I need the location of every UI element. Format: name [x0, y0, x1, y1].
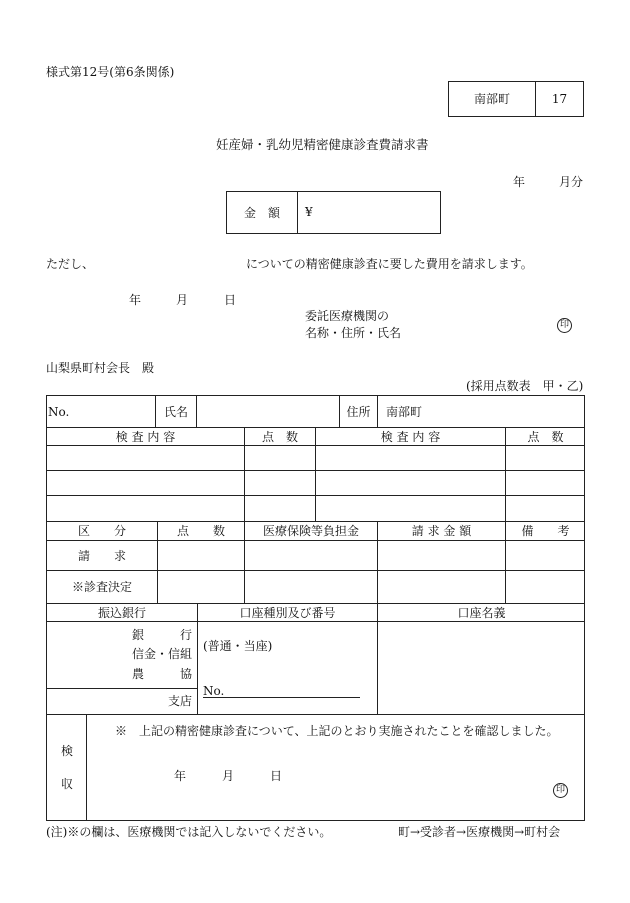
billing-header-points: 点 数: [176, 524, 225, 538]
amount-box: [226, 191, 441, 234]
inspection-month: 月: [222, 769, 235, 783]
account-type: (普通・当座): [203, 639, 273, 653]
period-year: 年: [513, 175, 526, 189]
billing-header-insurance: 医療保険等負担金: [262, 524, 359, 538]
point-table: (採用点数表 甲・乙): [466, 379, 584, 393]
date-month: 月: [176, 293, 189, 307]
town-code: 17: [551, 92, 568, 106]
footer-note: (注)※の欄は、医療機関では記入しないでください。: [46, 825, 332, 839]
provider-seal-icon: 印: [557, 318, 572, 333]
town-code-box: [448, 81, 584, 117]
address-label: 住所: [346, 404, 371, 419]
account-no-label: No.: [203, 684, 225, 698]
date-day: 日: [224, 293, 237, 307]
bank-header-holder: 口座名義: [457, 605, 506, 620]
inspection-seal-icon: 印: [553, 783, 568, 798]
page-title: 妊産婦・乳幼児精密健康診査費請求書: [216, 137, 429, 152]
exam-header-points-1: 点 数: [261, 429, 298, 444]
footer-flow: 町→受診者→医療機関→町村会: [398, 825, 561, 839]
no-label: No.: [48, 404, 70, 419]
inspection-day: 日: [270, 769, 283, 783]
bank-type-nokyo: 農 協: [132, 667, 193, 681]
statement-prefix: ただし、: [46, 257, 95, 271]
bank-header-account: 口座種別及び番号: [239, 605, 336, 620]
addressee: 山梨県町村会長 殿: [46, 361, 155, 375]
exam-header-content-2: 検 査 内 容: [380, 429, 441, 444]
town-name: 南部町: [473, 92, 510, 106]
billing-row-decision: ※診査決定: [71, 580, 132, 594]
exam-header-content-1: 検 査 内 容: [115, 429, 176, 444]
provider-line1: 委託医療機関の: [305, 309, 390, 323]
bank-type-shinkin: 信金・信組: [132, 647, 193, 661]
exam-header-points-2: 点 数: [527, 429, 564, 444]
billing-header-amount: 請 求 金 額: [411, 524, 472, 538]
bank-branch-label: 支店: [168, 694, 193, 708]
inspection-confirmation: ※ 上記の精密健康診査について、上記のとおり実施されたことを確認しました。: [115, 724, 559, 738]
inspection-label-top: 検: [61, 744, 74, 758]
amount-label: 金 額: [243, 205, 280, 220]
address-value: 南部町: [386, 404, 423, 419]
name-label: 氏名: [163, 404, 188, 419]
statement-body: についての精密健康診査に要した費用を請求します。: [246, 257, 533, 271]
form-number: 様式第12号(第6条関係): [46, 65, 175, 79]
inspection-year: 年: [174, 769, 187, 783]
period-month: 月分: [559, 175, 584, 189]
inspection-label-bottom: 収: [61, 777, 74, 791]
bank-type-bank: 銀 行: [132, 628, 193, 642]
date-year: 年: [129, 293, 142, 307]
bank-header-bank: 振込銀行: [97, 605, 146, 620]
billing-header-category: 区 分: [77, 524, 126, 538]
provider-line2: 名称・住所・氏名: [305, 326, 402, 340]
billing-row-request: 請 求: [77, 548, 126, 563]
account-no-underline: [203, 697, 360, 698]
yen-sign: ¥: [305, 205, 313, 219]
billing-header-remarks: 備 考: [521, 524, 570, 538]
